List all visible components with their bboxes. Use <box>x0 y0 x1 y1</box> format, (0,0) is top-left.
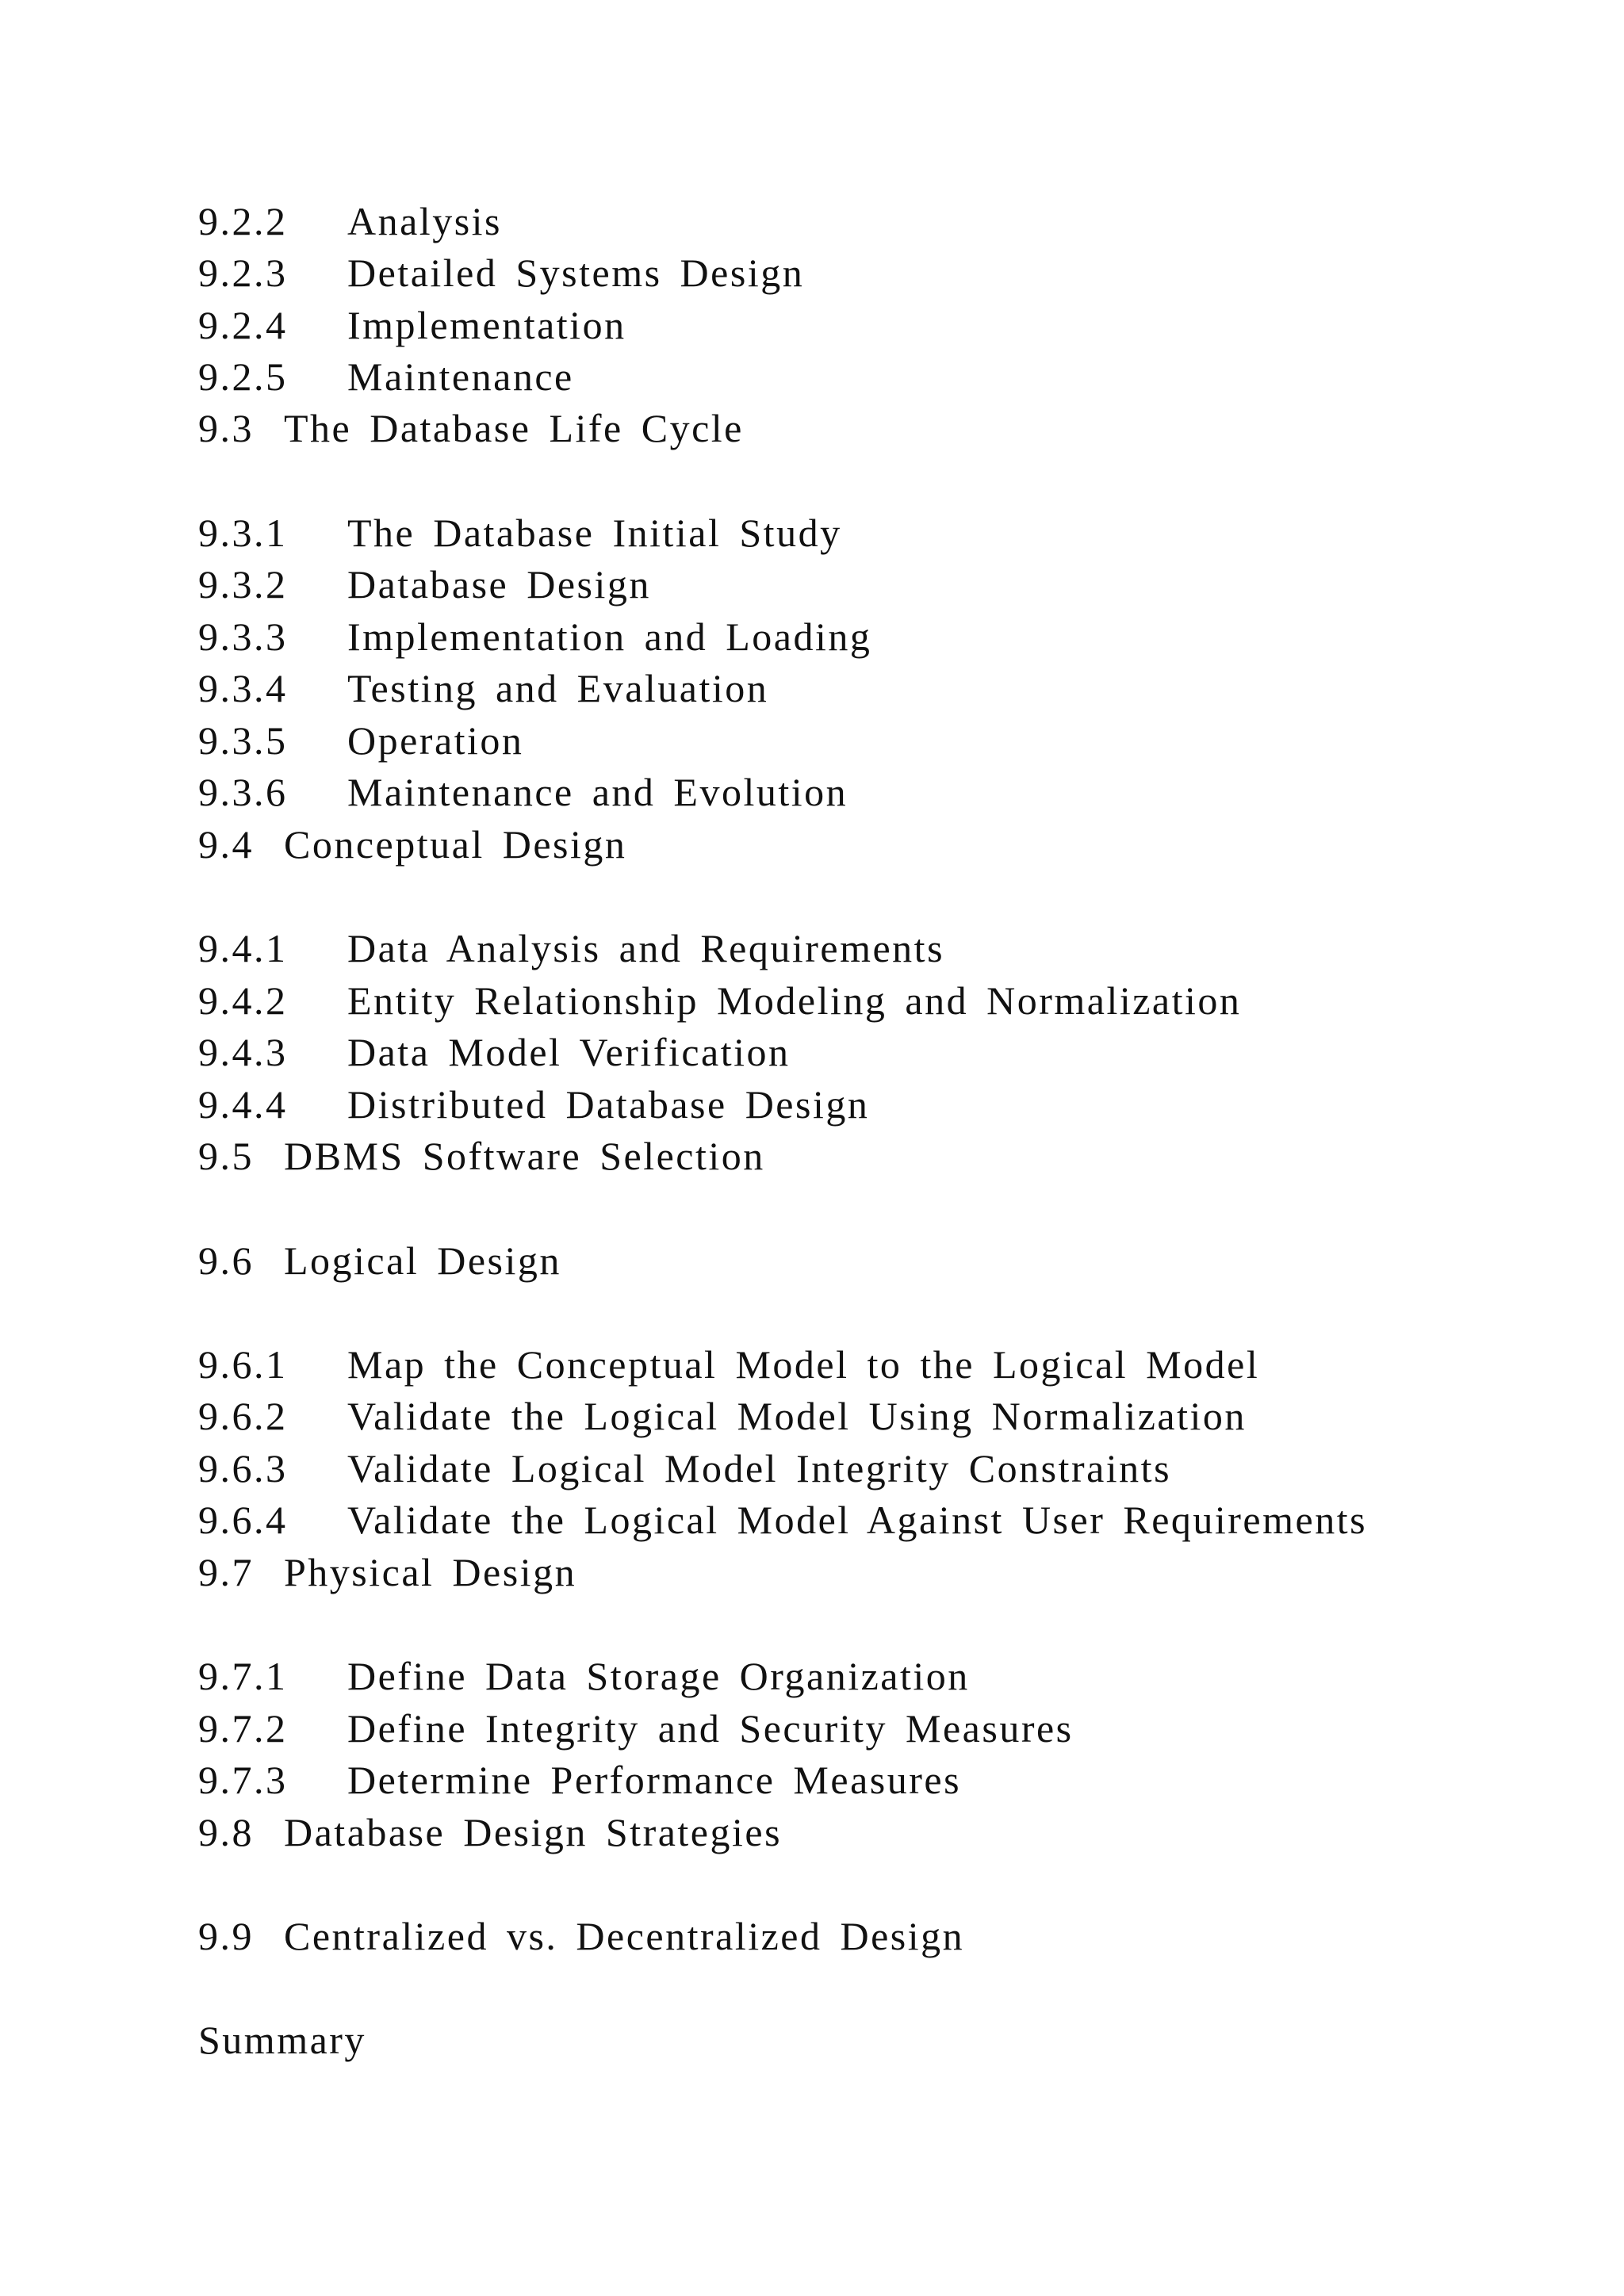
toc-entry <box>198 1756 961 1804</box>
section-title: Detailed Systems Design <box>347 251 805 295</box>
section-title: Maintenance <box>347 354 574 399</box>
section-title: Define Data Storage Organization <box>347 1654 970 1698</box>
section-title: Map the Conceptual Model to the Logical Model <box>347 1342 1260 1387</box>
toc-entry <box>198 197 502 245</box>
section-number: 9.4.1 <box>198 926 288 970</box>
toc-entry <box>198 561 651 608</box>
section-title: Logical Design <box>284 1238 561 1283</box>
section-number: 9.3.2 <box>198 562 288 607</box>
section-title: DBMS Software Selection <box>284 1134 765 1178</box>
section-number: 9.5 <box>198 1134 254 1178</box>
section-number: 9.9 <box>198 1914 254 1958</box>
section-number: 9.2.4 <box>198 303 288 347</box>
section-title: Validate Logical Model Integrity Constraints <box>347 1446 1172 1490</box>
toc-entry <box>198 1912 964 1960</box>
section-number: 9.4.4 <box>198 1082 288 1127</box>
section-title: The Database Initial Study <box>347 511 842 555</box>
section-title: Database Design <box>347 562 651 607</box>
section-title: Analysis <box>347 199 502 243</box>
toc-entry <box>198 249 804 297</box>
section-number: 9.6.3 <box>198 1446 288 1490</box>
section-title: Implementation and Loading <box>347 614 872 659</box>
section-title: Summary <box>198 2018 366 2062</box>
section-title: Define Integrity and Security Measures <box>347 1706 1074 1751</box>
section-number: 9.8 <box>198 1810 254 1854</box>
section-title: Centralized vs. Decentralized Design <box>284 1914 965 1958</box>
section-number: 9.7.2 <box>198 1706 288 1751</box>
section-title: Determine Performance Measures <box>347 1758 962 1802</box>
toc-entry <box>198 1808 782 1856</box>
section-number: 9.6.1 <box>198 1342 288 1387</box>
toc-entry <box>198 509 842 557</box>
toc-entry <box>198 1132 765 1180</box>
toc-entry <box>198 1445 1171 1492</box>
toc-entry <box>198 1496 1367 1544</box>
toc-entry <box>198 353 574 400</box>
section-number: 9.2.3 <box>198 251 288 295</box>
section-title: Maintenance and Evolution <box>347 770 848 814</box>
section-number: 9.4.2 <box>198 978 288 1023</box>
section-number: 9.4 <box>198 822 254 867</box>
section-number: 9.6.2 <box>198 1394 288 1438</box>
toc-entry <box>198 924 944 972</box>
toc-entry <box>198 1705 1074 1752</box>
section-number: 9.3 <box>198 406 254 450</box>
section-number: 9.3.5 <box>198 718 288 763</box>
toc-entry <box>198 717 523 764</box>
section-title: The Database Life Cycle <box>284 406 744 450</box>
section-title: Data Analysis and Requirements <box>347 926 945 970</box>
section-title: Validate the Logical Model Against User Requirements <box>347 1498 1368 1542</box>
section-title: Entity Relationship Modeling and Normalization <box>347 978 1242 1023</box>
section-number: 9.3.6 <box>198 770 288 814</box>
section-title: Data Model Verification <box>347 1030 791 1074</box>
section-number: 9.4.3 <box>198 1030 288 1074</box>
section-number: 9.3.1 <box>198 511 288 555</box>
section-number: 9.6 <box>198 1238 254 1283</box>
toc-entry <box>198 1548 576 1596</box>
toc-entry <box>198 1652 970 1700</box>
toc-entry <box>198 1341 1259 1388</box>
toc-entry <box>198 613 871 660</box>
section-title: Operation <box>347 718 524 763</box>
toc-entry <box>198 1392 1247 1440</box>
toc-entry <box>198 1081 869 1128</box>
toc-entry-summary <box>198 2016 366 2064</box>
section-title: Physical Design <box>284 1550 577 1594</box>
section-number: 9.2.5 <box>198 354 288 399</box>
section-number: 9.7.1 <box>198 1654 288 1698</box>
section-number: 9.3.3 <box>198 614 288 659</box>
toc-entry <box>198 404 744 452</box>
section-title: Validate the Logical Model Using Normalization <box>347 1394 1247 1438</box>
toc-entry <box>198 821 626 868</box>
toc-entry <box>198 1028 791 1076</box>
toc-entry <box>198 768 848 816</box>
section-title: Testing and Evaluation <box>347 666 769 710</box>
section-title: Distributed Database Design <box>347 1082 870 1127</box>
toc-entry <box>198 301 626 349</box>
section-number: 9.7.3 <box>198 1758 288 1802</box>
section-number: 9.6.4 <box>198 1498 288 1542</box>
section-number: 9.7 <box>198 1550 254 1594</box>
section-title: Conceptual Design <box>284 822 627 867</box>
toc-entry <box>198 664 768 712</box>
section-title: Database Design Strategies <box>284 1810 783 1854</box>
section-number: 9.2.2 <box>198 199 288 243</box>
toc-entry <box>198 1237 561 1284</box>
section-title: Implementation <box>347 303 626 347</box>
toc-entry <box>198 977 1241 1024</box>
section-number: 9.3.4 <box>198 666 288 710</box>
